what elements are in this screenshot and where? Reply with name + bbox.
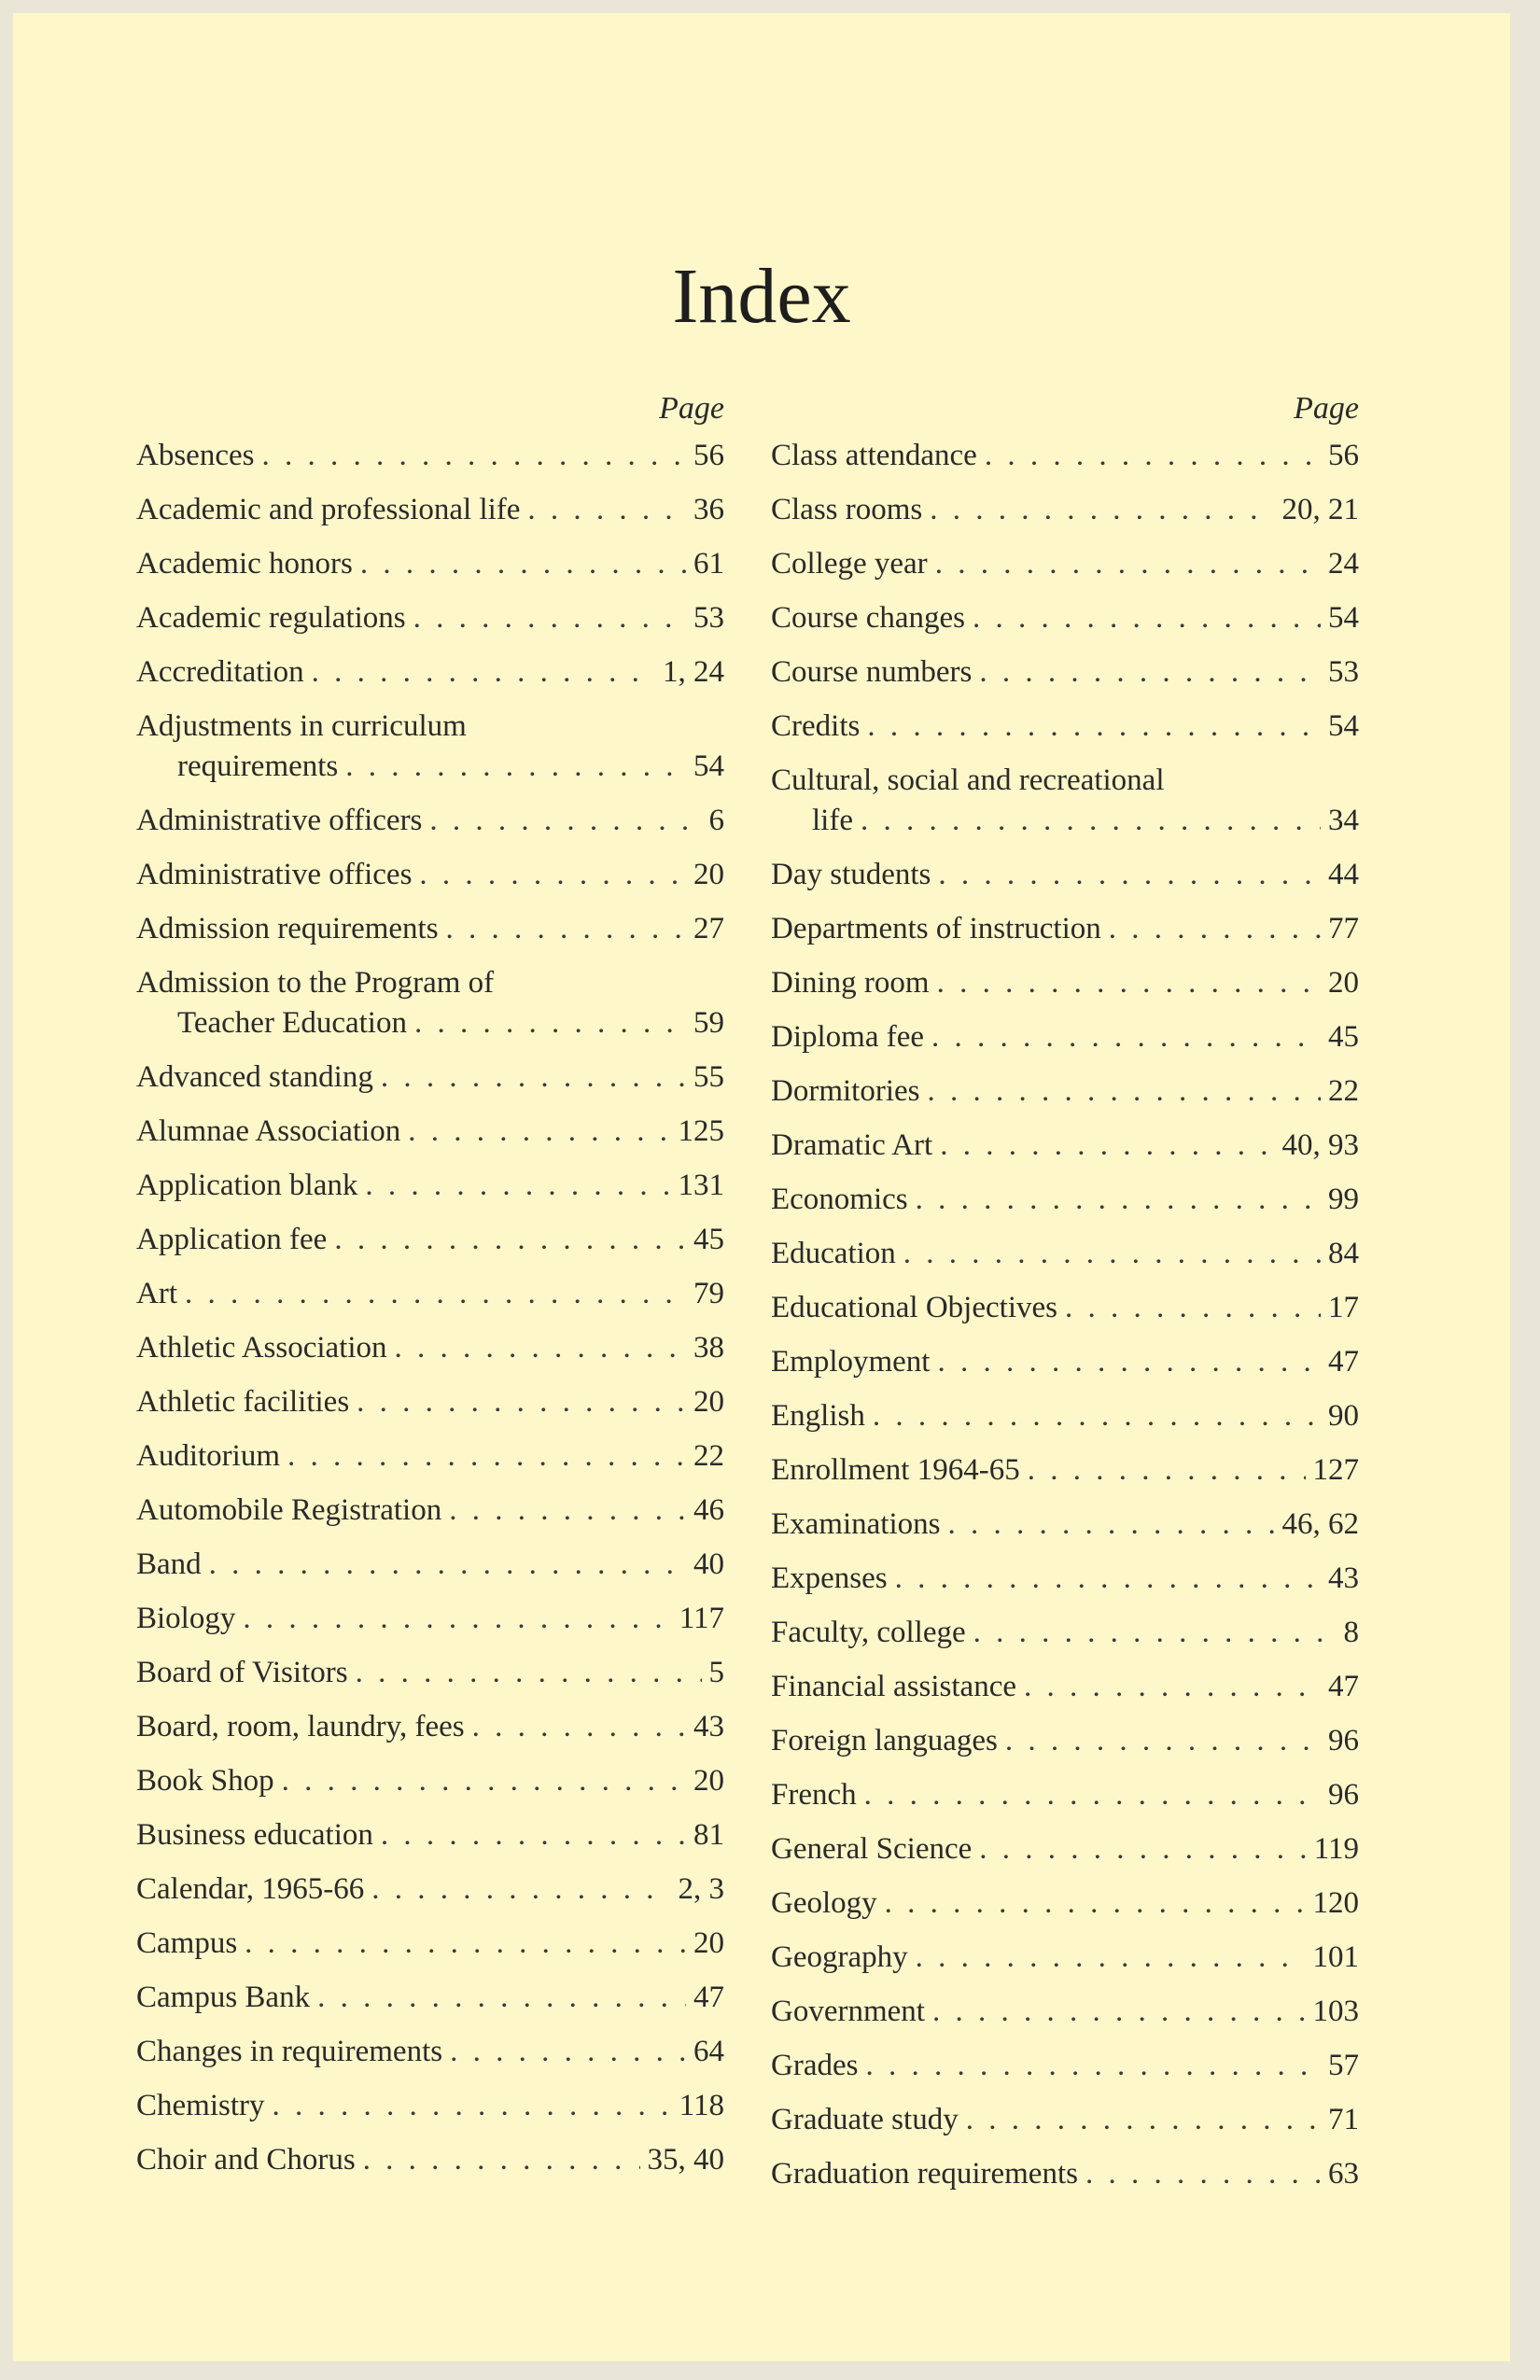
- entry-label: Class attendance: [771, 439, 977, 472]
- entry-page-number: 46: [693, 1493, 724, 1527]
- dot-leader: [363, 2140, 640, 2180]
- index-entry: [771, 1667, 1359, 1707]
- index-entry: [771, 1559, 1359, 1599]
- dot-leader: [1005, 1721, 1321, 1761]
- dot-leader: [865, 2046, 1321, 2086]
- index-entry: [771, 1396, 1359, 1436]
- index-entry: [771, 1829, 1359, 1869]
- dot-leader: [916, 1180, 1321, 1220]
- entry-page-number: 20: [693, 858, 724, 891]
- entry-label: Board, room, laundry, fees: [136, 1710, 465, 1743]
- entry-page-number: 43: [1328, 1561, 1359, 1595]
- entry-page-number: 59: [693, 1006, 724, 1040]
- entry-label: Geography: [771, 1940, 908, 1974]
- entry-page-number: 54: [693, 749, 724, 783]
- entry-label: Employment: [771, 1345, 931, 1379]
- entry-page-number: 36: [693, 493, 724, 526]
- entry-label: Geology: [771, 1886, 877, 1920]
- dot-leader: [1024, 1667, 1321, 1707]
- entry-label: Athletic facilities: [136, 1385, 350, 1419]
- entry-page-number: 53: [1328, 655, 1359, 689]
- index-entry: [136, 598, 724, 638]
- index-entry: [771, 1288, 1359, 1328]
- entry-page-number: 77: [1328, 912, 1359, 945]
- index-entry: [136, 707, 724, 787]
- index-entry: [136, 909, 724, 949]
- dot-leader: [861, 801, 1321, 841]
- entry-label: Book Shop: [136, 1764, 274, 1798]
- entry-label: Choir and Chorus: [136, 2143, 356, 2177]
- dot-leader: [356, 1653, 702, 1693]
- dot-leader: [885, 1883, 1306, 1924]
- entry-label: Economics: [771, 1183, 908, 1216]
- entry-label: General Science: [771, 1832, 973, 1866]
- entry-page-number: 63: [1328, 2157, 1359, 2191]
- dot-leader: [395, 1328, 686, 1368]
- dot-leader: [932, 1992, 1306, 2032]
- index-entry: [136, 652, 724, 693]
- entry-page-number: 96: [1328, 1778, 1359, 1812]
- index-entry: [771, 855, 1359, 895]
- dot-leader: [1085, 2154, 1321, 2194]
- entry-label: Changes in requirements: [136, 2035, 443, 2068]
- index-entry: [771, 909, 1359, 949]
- entry-page-number: 54: [1328, 709, 1359, 743]
- dot-leader: [966, 2100, 1321, 2140]
- dot-leader: [937, 963, 1321, 1003]
- entry-label: Accreditation: [136, 655, 304, 689]
- entry-page-number: 8: [1343, 1616, 1359, 1649]
- entry-label: Application fee: [136, 1223, 328, 1256]
- index-entry: [771, 436, 1359, 476]
- dot-leader: [446, 909, 686, 949]
- index-entry: [136, 436, 724, 476]
- entry-page-number: 45: [693, 1223, 724, 1256]
- entry-label: Financial assistance: [771, 1670, 1017, 1703]
- index-entry: [771, 1450, 1359, 1491]
- index-entry: [771, 2154, 1359, 2194]
- index-entry: [136, 855, 724, 895]
- dot-leader: [408, 1112, 670, 1152]
- entry-label: Grades: [771, 2049, 859, 2082]
- dot-leader: [930, 490, 1274, 530]
- entry-label: Dining room: [771, 966, 930, 1000]
- dot-leader: [287, 1436, 686, 1477]
- index-entry: [771, 761, 1359, 841]
- entry-page-number: 56: [693, 439, 724, 472]
- entry-page-number: 20, 21: [1281, 493, 1359, 526]
- entry-label: Examinations: [771, 1507, 941, 1541]
- index-entry: [136, 544, 724, 584]
- dot-leader: [345, 747, 686, 787]
- entry-label: Course changes: [771, 601, 966, 635]
- entry-label: Day students: [771, 858, 931, 891]
- entry-page-number: 5: [708, 1656, 724, 1689]
- dot-leader: [864, 1775, 1321, 1815]
- entry-page-number: 101: [1312, 1940, 1359, 1974]
- dot-leader: [282, 1761, 686, 1801]
- dot-leader: [381, 1815, 686, 1855]
- entry-label: requirements: [177, 749, 339, 783]
- entry-label: French: [771, 1778, 857, 1812]
- entry-page-number: 90: [1328, 1399, 1359, 1433]
- entry-page-number: 27: [693, 912, 724, 945]
- dot-leader: [312, 652, 655, 693]
- entry-page-number: 24: [1328, 547, 1359, 581]
- entry-page-number: 119: [1313, 1832, 1359, 1866]
- index-entry: [771, 1342, 1359, 1382]
- dot-leader: [527, 490, 686, 530]
- index-entry: [771, 707, 1359, 747]
- entry-page-number: 99: [1328, 1183, 1359, 1216]
- entry-label-line1: Admission to the Program of: [136, 966, 495, 1000]
- entry-label: Course numbers: [771, 655, 973, 689]
- dot-leader: [414, 1003, 686, 1043]
- entry-page-number: 20: [693, 1764, 724, 1798]
- entry-label: Government: [771, 1995, 925, 2028]
- dot-leader: [371, 1869, 670, 1910]
- dot-leader: [360, 544, 686, 584]
- entry-label: Teacher Education: [177, 1006, 407, 1040]
- index-entry: [136, 1382, 724, 1422]
- index-entry: [136, 1436, 724, 1477]
- entry-label: Art: [136, 1277, 177, 1310]
- column-header-right: Page: [1294, 391, 1359, 426]
- entry-label: Academic and professional life: [136, 493, 521, 526]
- dot-leader: [895, 1559, 1321, 1599]
- entry-label: Departments of instruction: [771, 912, 1101, 945]
- index-entry: [136, 1220, 724, 1260]
- dot-leader: [185, 1274, 686, 1314]
- dot-leader: [381, 1057, 686, 1098]
- entry-page-number: 131: [678, 1169, 724, 1202]
- index-entry: [136, 1328, 724, 1368]
- dot-leader: [419, 855, 686, 895]
- entry-page-number: 61: [693, 547, 724, 581]
- dot-leader: [357, 1382, 686, 1422]
- index-entry: [771, 1721, 1359, 1761]
- dot-leader: [979, 1829, 1306, 1869]
- index-entry: [771, 1505, 1359, 1545]
- entry-label: English: [771, 1399, 865, 1433]
- entry-label: Academic honors: [136, 547, 353, 581]
- dot-leader: [940, 1126, 1274, 1166]
- entry-label: Education: [771, 1237, 896, 1270]
- index-entry: [771, 1992, 1359, 2032]
- index-entry: [771, 544, 1359, 584]
- entry-page-number: 17: [1328, 1291, 1359, 1324]
- index-entry: [136, 1274, 724, 1314]
- entry-list-left: [136, 436, 724, 2180]
- entry-page-number: 35, 40: [647, 2143, 724, 2177]
- document-page: [13, 13, 1510, 2361]
- entry-label: Class rooms: [771, 493, 923, 526]
- entry-page-number: 20: [693, 1926, 724, 1960]
- dot-leader: [973, 1613, 1337, 1653]
- entry-label: Administrative officers: [136, 804, 423, 837]
- index-entry: [136, 1599, 724, 1639]
- index-entry: [771, 1126, 1359, 1166]
- entry-label: Campus Bank: [136, 1981, 311, 2014]
- entry-page-number: 1, 24: [663, 655, 724, 689]
- entry-page-number: 71: [1328, 2103, 1359, 2136]
- entry-page-number: 47: [693, 1981, 724, 2014]
- index-entry: [136, 1815, 724, 1855]
- entry-page-number: 103: [1312, 1995, 1359, 2028]
- index-entry: [771, 1071, 1359, 1112]
- index-entry: [771, 963, 1359, 1003]
- dot-leader: [261, 436, 686, 476]
- index-entry: [771, 1883, 1359, 1924]
- entry-label: Academic regulations: [136, 601, 406, 635]
- dot-leader: [935, 544, 1321, 584]
- index-entry: [136, 1057, 724, 1098]
- entry-page-number: 20: [1328, 966, 1359, 1000]
- entry-label: Graduation requirements: [771, 2157, 1078, 2191]
- index-entry: [136, 1545, 724, 1585]
- dot-leader: [334, 1220, 686, 1260]
- index-entry: [771, 652, 1359, 693]
- index-entry: [771, 2046, 1359, 2086]
- entry-label: Dramatic Art: [771, 1128, 933, 1162]
- index-entry: [771, 598, 1359, 638]
- dot-leader: [209, 1545, 686, 1585]
- entry-label: Application blank: [136, 1169, 358, 1202]
- entry-label: Enrollment 1964-65: [771, 1453, 1020, 1487]
- entry-label-line1: Adjustments in curriculum: [136, 709, 467, 743]
- entry-label: Graduate study: [771, 2103, 959, 2136]
- entry-page-number: 45: [1328, 1020, 1359, 1054]
- dot-leader: [273, 2086, 672, 2126]
- entry-page-number: 2, 3: [678, 1872, 724, 1906]
- entry-label: Calendar, 1965-66: [136, 1872, 365, 1906]
- dot-leader: [449, 1491, 686, 1531]
- dot-leader: [245, 1924, 686, 1964]
- entry-page-number: 84: [1328, 1237, 1359, 1270]
- index-entry: [136, 801, 724, 841]
- entry-page-number: 96: [1328, 1724, 1359, 1757]
- dot-leader: [1109, 909, 1321, 949]
- index-entry: [136, 2086, 724, 2126]
- page-title: Index: [672, 253, 851, 340]
- entry-label: Athletic Association: [136, 1331, 387, 1365]
- dot-leader: [973, 598, 1321, 638]
- entry-label: Auditorium: [136, 1439, 280, 1473]
- dot-leader: [985, 436, 1321, 476]
- column-header-left: Page: [659, 391, 724, 426]
- entry-label: life: [812, 804, 853, 837]
- index-entry: [136, 2032, 724, 2072]
- dot-leader: [317, 1978, 686, 2018]
- index-entry: [771, 1017, 1359, 1057]
- entry-page-number: 54: [1328, 601, 1359, 635]
- dot-leader: [867, 707, 1321, 747]
- entry-page-number: 47: [1328, 1345, 1359, 1379]
- index-entry: [136, 2140, 724, 2180]
- index-entry: [136, 490, 724, 530]
- dot-leader: [413, 598, 686, 638]
- entry-label: Campus: [136, 1926, 238, 1960]
- dot-leader: [429, 801, 701, 841]
- entry-label-line1: Cultural, social and recreational: [771, 763, 1165, 797]
- entry-label: Chemistry: [136, 2089, 265, 2122]
- index-entry: [771, 1938, 1359, 1978]
- entry-page-number: 55: [693, 1060, 724, 1094]
- entry-page-number: 20: [693, 1385, 724, 1419]
- entry-list-right: [771, 436, 1359, 2194]
- entry-page-number: 22: [693, 1439, 724, 1473]
- entry-page-number: 79: [693, 1277, 724, 1310]
- entry-label: Board of Visitors: [136, 1656, 348, 1689]
- index-entry: [136, 1869, 724, 1910]
- dot-leader: [472, 1707, 686, 1747]
- entry-page-number: 125: [678, 1114, 724, 1148]
- entry-page-number: 53: [693, 601, 724, 635]
- index-entry: [136, 1491, 724, 1531]
- entry-page-number: 127: [1312, 1453, 1359, 1487]
- index-entry: [771, 1775, 1359, 1815]
- dot-leader: [1065, 1288, 1321, 1328]
- dot-leader: [903, 1234, 1321, 1274]
- entry-page-number: 40: [693, 1547, 724, 1581]
- entry-label: Educational Objectives: [771, 1291, 1057, 1324]
- index-column-right: [771, 382, 1359, 2208]
- index-entry: [136, 1112, 724, 1152]
- dot-leader: [947, 1505, 1274, 1545]
- dot-leader: [931, 1017, 1321, 1057]
- dot-leader: [873, 1396, 1321, 1436]
- entry-label: Business education: [136, 1818, 373, 1852]
- entry-label: Alumnae Association: [136, 1114, 401, 1148]
- entry-page-number: 56: [1328, 439, 1359, 472]
- entry-page-number: 57: [1328, 2049, 1359, 2082]
- index-entry: [771, 1234, 1359, 1274]
- entry-label: Dormitories: [771, 1074, 920, 1108]
- entry-page-number: 118: [679, 2089, 724, 2122]
- index-entry: [771, 1180, 1359, 1220]
- entry-page-number: 117: [679, 1602, 724, 1635]
- dot-leader: [243, 1599, 671, 1639]
- dot-leader: [979, 652, 1321, 693]
- entry-label: Biology: [136, 1602, 236, 1635]
- entry-page-number: 44: [1328, 858, 1359, 891]
- entry-label: Administrative offices: [136, 858, 413, 891]
- entry-label: Credits: [771, 709, 861, 743]
- dot-leader: [938, 855, 1321, 895]
- dot-leader: [937, 1342, 1321, 1382]
- entry-page-number: 46, 62: [1281, 1507, 1359, 1541]
- entry-label: Absences: [136, 439, 255, 472]
- entry-page-number: 47: [1328, 1670, 1359, 1703]
- entry-label: Band: [136, 1547, 202, 1581]
- entry-page-number: 64: [693, 2035, 724, 2068]
- dot-leader: [450, 2032, 686, 2072]
- entry-label: Expenses: [771, 1561, 888, 1595]
- entry-label: Admission requirements: [136, 912, 439, 945]
- index-entry: [771, 2100, 1359, 2140]
- entry-label: Diploma fee: [771, 1020, 925, 1054]
- dot-leader: [1028, 1450, 1306, 1491]
- dot-leader: [365, 1166, 670, 1206]
- index-entry: [136, 1978, 724, 2018]
- index-entry: [136, 1653, 724, 1693]
- entry-page-number: 38: [693, 1331, 724, 1365]
- index-entry: [136, 1707, 724, 1747]
- entry-label: Faculty, college: [771, 1616, 966, 1649]
- entry-label: Foreign languages: [771, 1724, 998, 1757]
- entry-page-number: 81: [693, 1818, 724, 1852]
- entry-page-number: 40, 93: [1281, 1128, 1359, 1162]
- index-entry: [771, 1613, 1359, 1653]
- dot-leader: [916, 1938, 1306, 1978]
- index-column-left: [136, 382, 724, 2194]
- entry-page-number: 120: [1312, 1886, 1359, 1920]
- index-entry: [136, 1166, 724, 1206]
- index-entry: [136, 1924, 724, 1964]
- index-entry: [136, 963, 724, 1043]
- entry-page-number: 22: [1328, 1074, 1359, 1108]
- entry-label: Advanced standing: [136, 1060, 373, 1094]
- index-entry: [136, 1761, 724, 1801]
- index-entry: [771, 490, 1359, 530]
- entry-page-number: 6: [708, 804, 724, 837]
- dot-leader: [927, 1071, 1321, 1112]
- entry-label: College year: [771, 547, 928, 581]
- entry-page-number: 43: [693, 1710, 724, 1743]
- entry-page-number: 34: [1328, 804, 1359, 837]
- entry-label: Automobile Registration: [136, 1493, 442, 1527]
